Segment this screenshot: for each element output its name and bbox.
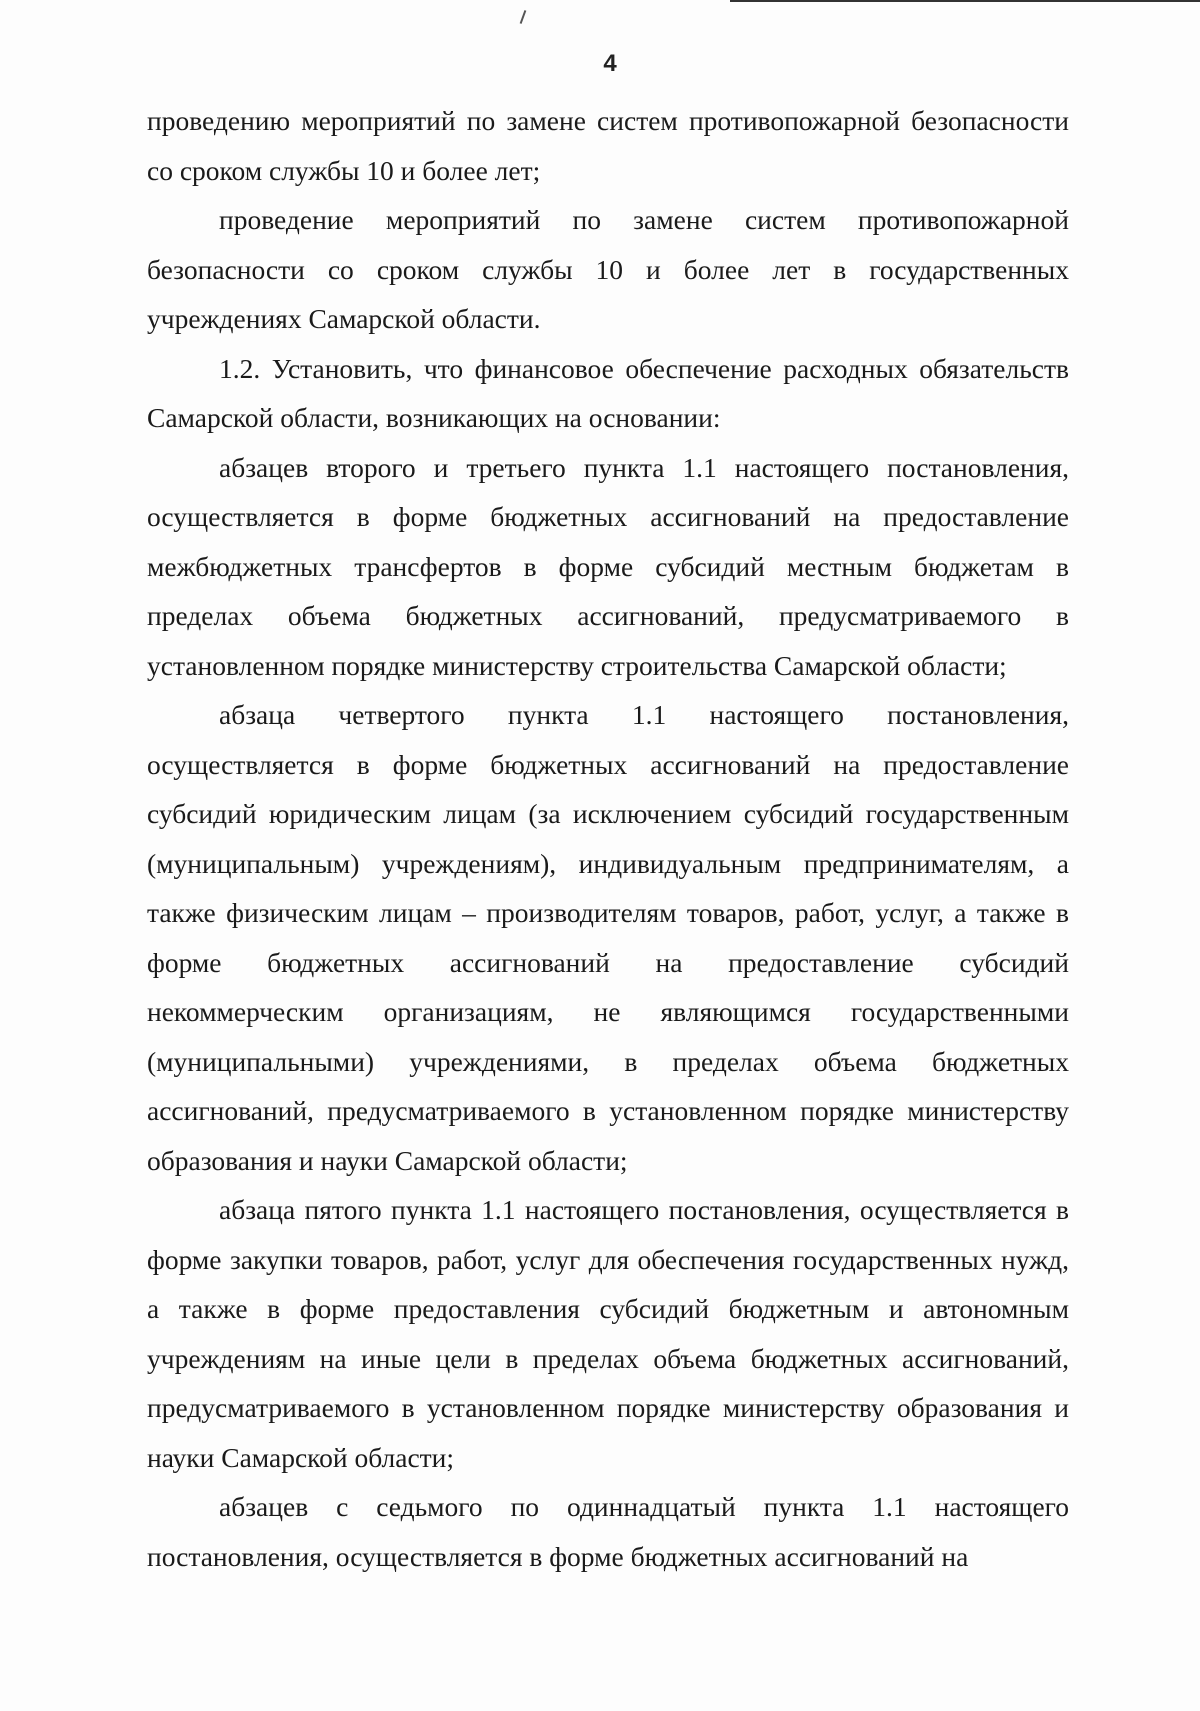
paragraph-construction-ministry: абзацев второго и третьего пункта 1.1 настоящего постановления, осуществляется в форме бюджетных ассигнований на предоставление межбюджетных трансфертов в форме субсидий местным бюджетам в пределах объема бюджетных ассигнований, предусматриваемого в установленном порядке министерству строительства Самарской области; [147, 451, 1069, 681]
paragraph-continuation: проведению мероприятий по замене систем противопожарной безопасности со сроком службы 10 и более лет; [147, 105, 1069, 186]
top-rule-line [730, 0, 1200, 2]
paragraph-clause-1-2: 1.2. Установить, что финансовое обеспечение расходных обязательств Самарской области, возникающих на основании: [147, 352, 1069, 433]
document-body [147, 96, 1069, 1581]
page-number: 4 [603, 50, 617, 77]
paragraph-fire-safety-institutions: проведение мероприятий по замене систем противопожарной безопасности со сроком службы 10 и более лет в государственных учреждениях Самарской области. [147, 204, 1069, 334]
paragraph-seventh-to-eleventh: абзацев с седьмого по одиннадцатый пункта 1.1 настоящего постановления, осуществляется в форме бюджетных ассигнований на [147, 1491, 1069, 1572]
paragraph-procurement: абзаца пятого пункта 1.1 настоящего постановления, осуществляется в форме закупки товаров, работ, услуг для обеспечения государственных нужд, а также в форме предоставления субсидий бюджетным и автономным учреждениям на иные цели в пределах объема бюджетных ассигнований, предусматриваемого в установленном порядке министерству образования и науки Самарской области; [147, 1194, 1069, 1473]
paragraph-subsidies-legal-entities: абзаца четвертого пункта 1.1 настоящего постановления, осуществляется в форме бюджетных ассигнований на предоставление субсидий юридическим лицам (за исключением субсидий государственным (муниципальным) учреждениям), индивидуальным предпринимателям, а также физическим лицам – производителям товаров, работ, услуг, а также в форме бюджетных ассигнований на предоставление субсидий некоммерческим организациям, не являющимся государственными (муниципальными) учреждениями, в пределах объема бюджетных ассигнований, предусматриваемого в установленном порядке министерству образования и науки Самарской области; [147, 699, 1069, 1176]
scan-mark [520, 10, 527, 24]
